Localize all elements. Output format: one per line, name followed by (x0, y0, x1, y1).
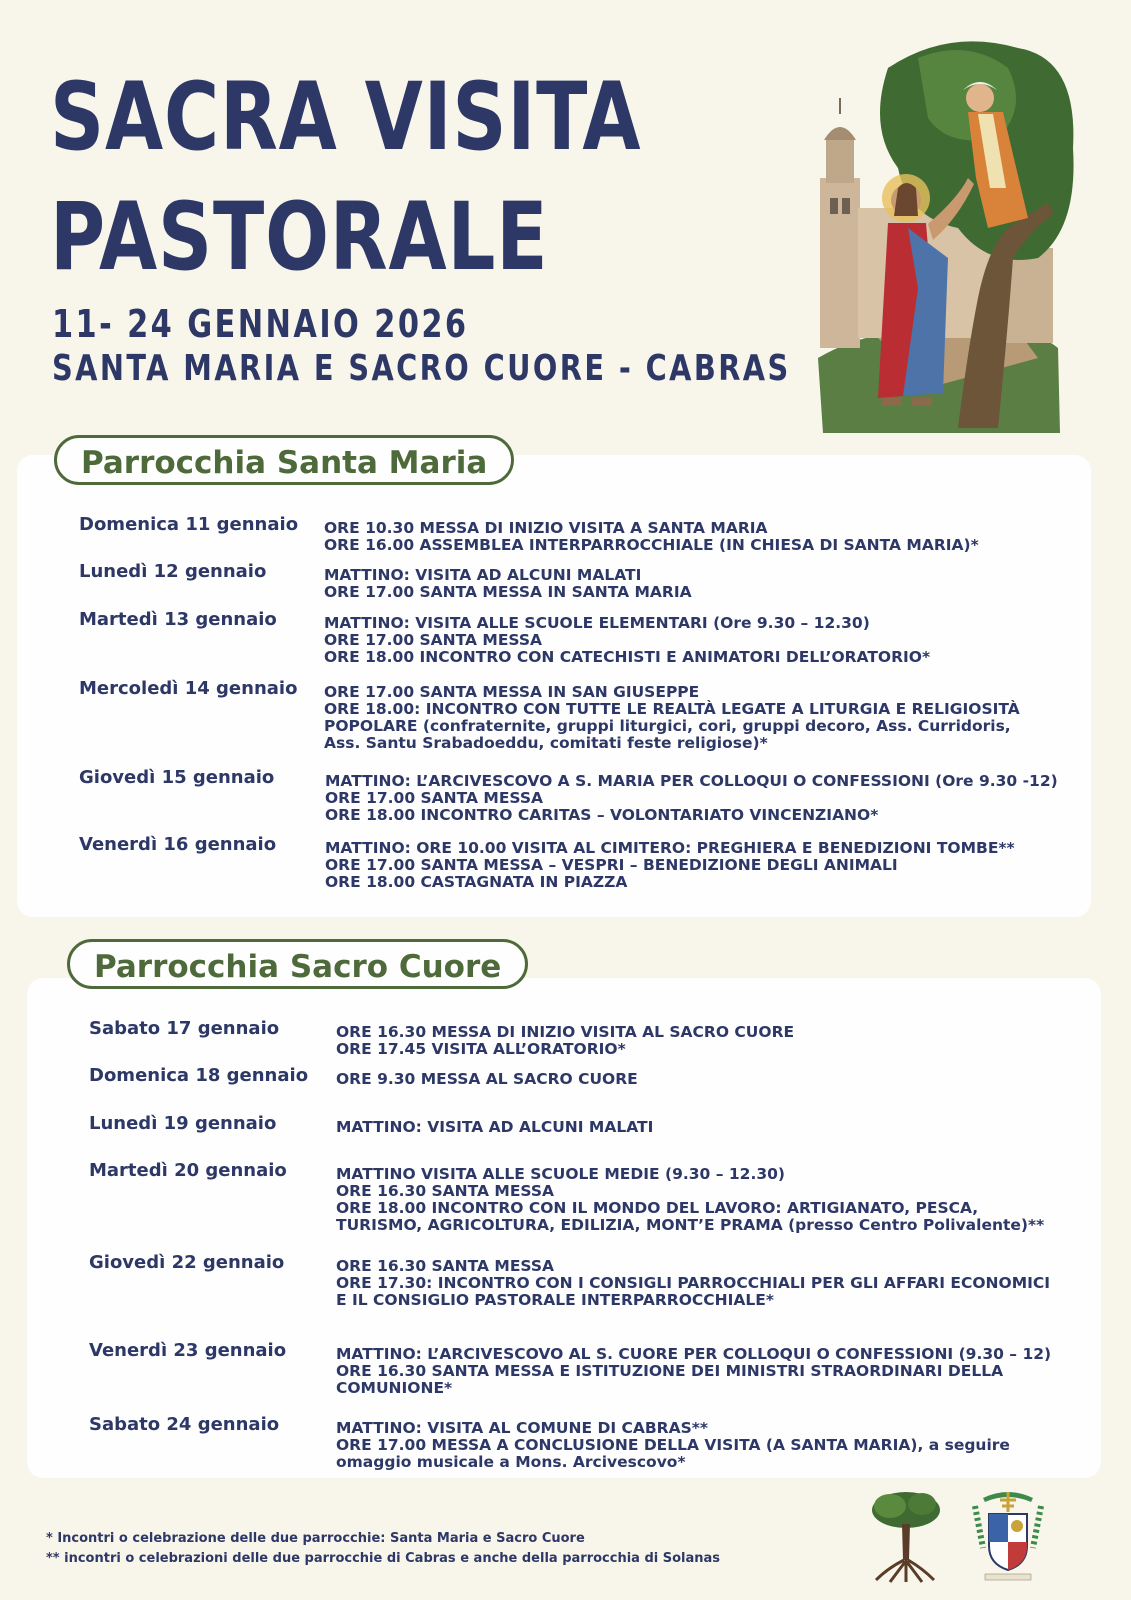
event-line: ORE 17.00 SANTA MESSA IN SANTA MARIA (324, 583, 692, 601)
page-title (50, 58, 641, 299)
event-line: omaggio musicale a Mons. Arcivescovo* (336, 1453, 686, 1471)
event-line: MATTINO: VISITA AL COMUNE DI CABRAS** (336, 1419, 708, 1437)
event-line: MATTINO: L’ARCIVESCOVO AL S. CUORE PER COLLOQUI O CONFESSIONI (9.30 – 12) (336, 1345, 1052, 1363)
day-label: Giovedì 15 gennaio (79, 767, 275, 788)
day-label: Mercoledì 14 gennaio (79, 678, 298, 699)
day-label: Martedì 20 gennaio (89, 1160, 287, 1181)
day-label: Lunedì 19 gennaio (89, 1113, 277, 1134)
title-line-1: SACRA VISITA (50, 63, 642, 172)
event-line: ORE 18.00: INCONTRO CON TUTTE LE REALTÀ LEGATE A LITURGIA E RELIGIOSITÀ (324, 700, 1020, 718)
event-line: ORE 16.00 ASSEMBLEA INTERPARROCCHIALE (IN CHIESA DI SANTA MARIA)* (324, 536, 979, 554)
event-line: ORE 18.00 INCONTRO CARITAS – VOLONTARIATO VINCENZIANO* (325, 806, 879, 824)
archbishop-coat-of-arms (971, 1488, 1045, 1584)
section-sacro-cuore-panel (27, 978, 1101, 1478)
section-title-sacro-cuore: Parrocchia Sacro Cuore (67, 939, 528, 989)
event-line: ORE 17.45 VISITA ALL’ORATORIO* (336, 1040, 626, 1058)
event-line: MATTINO VISITA ALLE SCUOLE MEDIE (9.30 – 12.30) (336, 1165, 785, 1183)
event-line: MATTINO: VISITA AD ALCUNI MALATI (336, 1118, 654, 1136)
event-line: E IL CONSIGLIO PASTORALE INTERPARROCCHIALE* (336, 1291, 774, 1309)
day-label: Martedì 13 gennaio (79, 609, 277, 630)
event-line: ORE 17.00 SANTA MESSA (324, 631, 543, 649)
zacchaeus-illustration (808, 28, 1082, 448)
event-line: MATTINO: VISITA AD ALCUNI MALATI (324, 566, 642, 584)
visit-dates: 11- 24 GENNAIO 2026 (52, 302, 469, 346)
event-line: COMUNIONE* (336, 1379, 453, 1397)
event-line: ORE 16.30 SANTA MESSA (336, 1257, 555, 1275)
event-line: ORE 18.00 CASTAGNATA IN PIAZZA (325, 873, 628, 891)
event-line: ORE 9.30 MESSA AL SACRO CUORE (336, 1070, 638, 1088)
day-label: Domenica 11 gennaio (79, 514, 299, 535)
section-santa-maria-panel (17, 455, 1091, 917)
event-line: MATTINO: L’ARCIVESCOVO A S. MARIA PER COLLOQUI O CONFESSIONI (Ore 9.30 -12) (325, 772, 1058, 790)
day-label: Domenica 18 gennaio (89, 1065, 309, 1086)
event-line: ORE 10.30 MESSA DI INIZIO VISITA A SANTA MARIA (324, 519, 768, 537)
event-line: ORE 17.00 SANTA MESSA – VESPRI – BENEDIZIONE DEGLI ANIMALI (325, 856, 898, 874)
day-label: Giovedì 22 gennaio (89, 1252, 285, 1273)
footnote-double-asterisk: ** incontri o celebrazioni delle due parrocchie di Cabras e anche della parrocchia di Solanas (46, 1551, 721, 1566)
event-line: POPOLARE (confraternite, gruppi liturgici, cori, gruppi decoro, Ass. Curridoris, (324, 717, 1011, 735)
event-line: ORE 18.00 INCONTRO CON CATECHISTI E ANIMATORI DELL’ORATORIO* (324, 648, 931, 666)
event-line: ORE 16.30 MESSA DI INIZIO VISITA AL SACRO CUORE (336, 1023, 795, 1041)
day-label: Venerdì 16 gennaio (79, 834, 277, 855)
day-label: Venerdì 23 gennaio (89, 1340, 287, 1361)
section-title-santa-maria: Parrocchia Santa Maria (54, 435, 514, 485)
event-line: TURISMO, AGRICOLTURA, EDILIZIA, MONT’E PRAMA (presso Centro Polivalente)** (336, 1216, 1045, 1234)
event-line: ORE 16.30 SANTA MESSA E ISTITUZIONE DEI MINISTRI STRAORDINARI DELLA (336, 1362, 1004, 1380)
visit-place: SANTA MARIA E SACRO CUORE - CABRAS (52, 348, 791, 389)
event-line: ORE 18.00 INCONTRO CON IL MONDO DEL LAVORO: ARTIGIANATO, PESCA, (336, 1199, 979, 1217)
tree-logo (868, 1488, 944, 1584)
title-line-2: PASTORALE (50, 183, 549, 293)
event-line: Ass. Santu Srabadoeddu, comitati feste religiose)* (324, 734, 768, 752)
event-line: ORE 17.00 SANTA MESSA (325, 789, 544, 807)
day-label: Sabato 24 gennaio (89, 1414, 280, 1435)
event-line: MATTINO: VISITA ALLE SCUOLE ELEMENTARI (Ore 9.30 – 12.30) (324, 614, 870, 632)
event-line: ORE 17.30: INCONTRO CON I CONSIGLI PARROCCHIALI PER GLI AFFARI ECONOMICI (336, 1274, 1051, 1292)
day-label: Sabato 17 gennaio (89, 1018, 280, 1039)
day-label: Lunedì 12 gennaio (79, 561, 267, 582)
event-line: ORE 16.30 SANTA MESSA (336, 1182, 555, 1200)
footnote-single-asterisk: * Incontri o celebrazione delle due parrocchie: Santa Maria e Sacro Cuore (46, 1531, 585, 1546)
event-line: ORE 17.00 SANTA MESSA IN SAN GIUSEPPE (324, 683, 700, 701)
event-line: ORE 17.00 MESSA A CONCLUSIONE DELLA VISITA (A SANTA MARIA), a seguire (336, 1436, 1010, 1454)
event-line: MATTINO: ORE 10.00 VISITA AL CIMITERO: PREGHIERA E BENEDIZIONI TOMBE** (325, 839, 1015, 857)
